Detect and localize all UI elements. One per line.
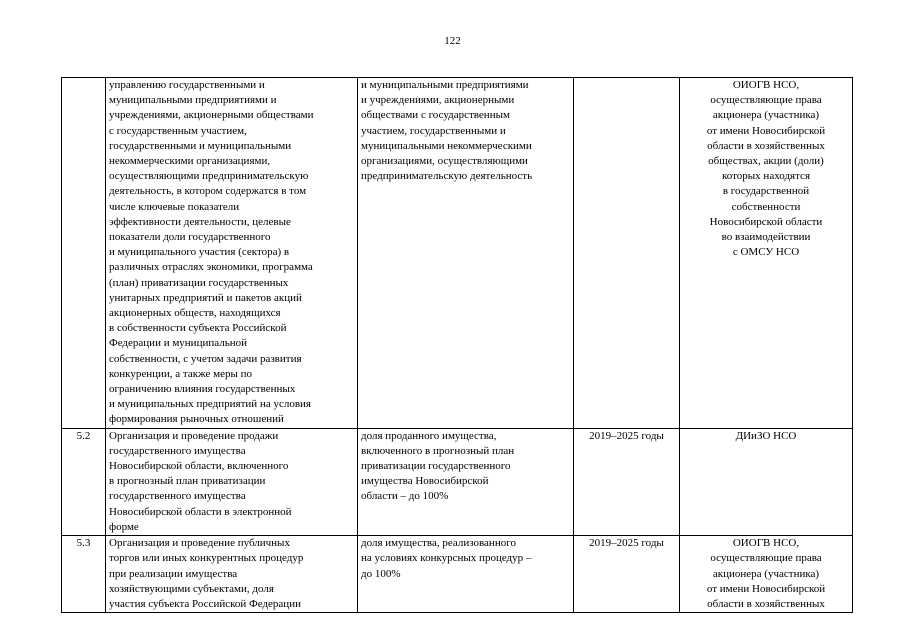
event-cell: Организация и проведение публичных торгов или иных конкурентных процедур при реализации имущества хозяйствующими субъектами, доля участия субъекта Российской Федерации: [106, 536, 358, 613]
term-cell: 2019–2025 годы: [574, 536, 680, 613]
event-cell: управлению государственными и муниципальными предприятиями и учреждениями, акционерными обществами с государственным участием, государственными и муниципальными некоммерческими организациями, осуществляющими предпринимательскую деятельность, в котором содержатся в том числе ключевые показатели эффективности деятельности, целевые показатели доли государственного и муниципального участия (сектора) в различных отраслях экономики, программа (план) приватизации государственных унитарных предприятий и пакетов акций акционерных обществ, находящихся в собственности субъекта Российской Федерации и муниципальной собственности, с учетом задачи развития конкуренции, а также меры по ограничению влияния государственных и муниципальных предприятий на условия формирования рыночных отношений: [106, 78, 358, 429]
event-cell: Организация и проведение продажи государственного имущества Новосибирской области, включенного в прогнозный план приватизации государственного имущества Новосибирской области в электронной форме: [106, 428, 358, 535]
row-number: 5.3: [62, 536, 106, 613]
term-cell: [574, 78, 680, 429]
row-number: 5.2: [62, 428, 106, 535]
responsible-cell: ОИОГВ НСО, осуществляющие права акционера (участника) от имени Новосибирской области в хозяйственных обществах, акции (доли) которых находятся в государственной собственности Новосибирской области во взаимодействии с ОМСУ НСО: [680, 78, 853, 429]
indicator-cell: и муниципальными предприятиями и учреждениями, акционерными обществами с государственным участием, государственными и муниципальными некоммерческими организациями, осуществляющими предпринимательскую деятельность: [358, 78, 574, 429]
indicator-cell: доля имущества, реализованного на условиях конкурсных процедур – до 100%: [358, 536, 574, 613]
row-number: [62, 78, 106, 429]
plan-table: [61, 77, 853, 613]
page-number: 122: [444, 35, 461, 47]
responsible-cell: ДИиЗО НСО: [680, 428, 853, 535]
table-row: [62, 78, 853, 429]
term-cell: 2019–2025 годы: [574, 428, 680, 535]
table-row: [62, 428, 853, 535]
indicator-cell: доля проданного имущества, включенного в прогнозный план приватизации государственного имущества Новосибирской области – до 100%: [358, 428, 574, 535]
table-row: [62, 536, 853, 613]
responsible-cell: ОИОГВ НСО, осуществляющие права акционера (участника) от имени Новосибирской области в хозяйственных: [680, 536, 853, 613]
